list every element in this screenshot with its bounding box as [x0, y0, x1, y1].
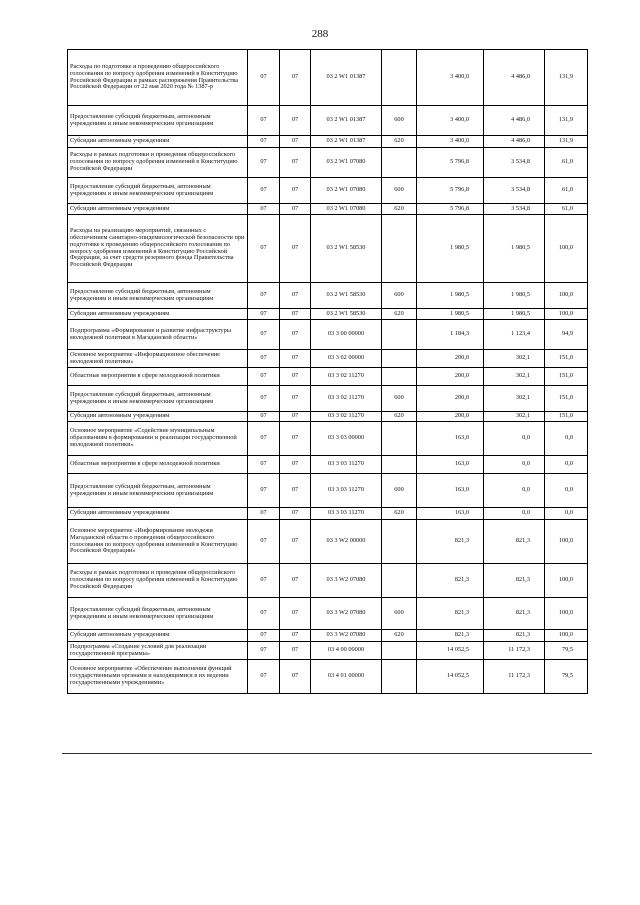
table-row — [68, 320, 588, 350]
actual-amount-cell: 1 980,5 — [484, 283, 545, 309]
subsection-code-cell: 07 — [280, 386, 311, 412]
execution-percent-cell: 131,9 — [545, 50, 588, 106]
table-row — [68, 178, 588, 204]
expense-type-cell — [382, 50, 417, 106]
expense-type-cell — [382, 564, 417, 598]
execution-percent-cell: 0,0 — [545, 508, 588, 520]
execution-percent-cell: 61,0 — [545, 204, 588, 215]
target-article-cell: 03 3 W2 07080 — [311, 564, 382, 598]
table-row — [68, 660, 588, 694]
expense-name-cell: Предоставление субсидий бюджетным, автономным учреждениям и иным некоммерческим организациям — [68, 178, 248, 204]
subsection-code-cell: 07 — [280, 309, 311, 320]
section-code-cell: 07 — [248, 204, 280, 215]
expense-name-cell: Подпрограмма «Создание условий для реализации государственной программы» — [68, 642, 248, 660]
planned-amount-cell: 200,0 — [417, 368, 484, 386]
actual-amount-cell: 302,1 — [484, 350, 545, 368]
expense-name-cell: Субсидии автономным учреждениям — [68, 136, 248, 148]
section-code-cell: 07 — [248, 386, 280, 412]
expense-name-cell: Областные мероприятия в сфере молодежной политики — [68, 456, 248, 474]
expense-type-cell: 620 — [382, 136, 417, 148]
execution-percent-cell: 61,0 — [545, 148, 588, 178]
planned-amount-cell: 163,0 — [417, 456, 484, 474]
target-article-cell: 03 2 W1 01387 — [311, 106, 382, 136]
actual-amount-cell: 0,0 — [484, 474, 545, 508]
subsection-code-cell: 07 — [280, 320, 311, 350]
target-article-cell: 03 2 W1 07080 — [311, 204, 382, 215]
subsection-code-cell: 07 — [280, 520, 311, 564]
table-row — [68, 598, 588, 630]
expense-name-cell: Субсидии автономным учреждениям — [68, 204, 248, 215]
target-article-cell: 03 3 02 11270 — [311, 368, 382, 386]
expense-name-cell: Основное мероприятие «Информирование молодежи Магаданской области о проведении общероссийского голосования по вопросу одобрения изменений в Конституцию Российской Федерации» — [68, 520, 248, 564]
table-row — [68, 386, 588, 412]
expense-name-cell: Расходы на реализацию мероприятий, связанных с обеспечением санитарно-эпидемиологической безопасности при подготовке к проведению общероссийского голосования по вопросу одобрения изменений в Конституцию Российской Федерации, за счет средств резервного фонда Правительства Российской Федерации — [68, 215, 248, 283]
execution-percent-cell: 79,5 — [545, 660, 588, 694]
subsection-code-cell: 07 — [280, 412, 311, 422]
expense-name-cell: Расходы в рамках подготовки и проведения общероссийского голосования по вопросу одобрения изменений в Конституцию Российской Федерации — [68, 564, 248, 598]
expense-name-cell: Субсидии автономным учреждениям — [68, 508, 248, 520]
expense-name-cell: Подпрограмма «Формирование и развитие инфраструктуры молодежной политики в Магаданской области» — [68, 320, 248, 350]
table-row — [68, 136, 588, 148]
table-row — [68, 148, 588, 178]
expense-type-cell: 620 — [382, 508, 417, 520]
expense-type-cell — [382, 660, 417, 694]
section-code-cell: 07 — [248, 474, 280, 508]
actual-amount-cell: 302,1 — [484, 386, 545, 412]
planned-amount-cell: 163,0 — [417, 474, 484, 508]
section-code-cell: 07 — [248, 50, 280, 106]
table-row — [68, 50, 588, 106]
section-code-cell: 07 — [248, 350, 280, 368]
table-row — [68, 422, 588, 456]
target-article-cell: 03 2 W1 07080 — [311, 148, 382, 178]
budget-table — [67, 49, 588, 694]
planned-amount-cell: 821,3 — [417, 564, 484, 598]
table-row — [68, 350, 588, 368]
planned-amount-cell: 821,3 — [417, 520, 484, 564]
table-row — [68, 368, 588, 386]
table-row — [68, 520, 588, 564]
subsection-code-cell: 07 — [280, 215, 311, 283]
actual-amount-cell: 11 172,3 — [484, 660, 545, 694]
execution-percent-cell: 0,0 — [545, 456, 588, 474]
planned-amount-cell: 1 980,5 — [417, 215, 484, 283]
execution-percent-cell: 151,0 — [545, 412, 588, 422]
target-article-cell: 03 3 02 11270 — [311, 412, 382, 422]
expense-type-cell: 600 — [382, 283, 417, 309]
actual-amount-cell: 302,1 — [484, 368, 545, 386]
section-code-cell: 07 — [248, 422, 280, 456]
subsection-code-cell: 07 — [280, 50, 311, 106]
actual-amount-cell: 821,3 — [484, 564, 545, 598]
planned-amount-cell: 1 980,5 — [417, 283, 484, 309]
expense-name-cell: Расходы по подготовке и проведению общероссийского голосования по вопросу одобрения изменений в Конституцию Российской Федерации в рамках распоряжения Правительства Российской Федерации от 22 мая 2020 года № 1387-р — [68, 50, 248, 106]
expense-type-cell — [382, 368, 417, 386]
planned-amount-cell: 5 796,8 — [417, 178, 484, 204]
planned-amount-cell: 3 400,0 — [417, 50, 484, 106]
subsection-code-cell: 07 — [280, 106, 311, 136]
actual-amount-cell: 4 486,0 — [484, 136, 545, 148]
section-code-cell: 07 — [248, 148, 280, 178]
section-code-cell: 07 — [248, 412, 280, 422]
actual-amount-cell: 11 172,3 — [484, 642, 545, 660]
target-article-cell: 03 3 03 11270 — [311, 508, 382, 520]
section-code-cell: 07 — [248, 178, 280, 204]
target-article-cell: 03 3 03 00000 — [311, 422, 382, 456]
subsection-code-cell: 07 — [280, 660, 311, 694]
target-article-cell: 03 2 W1 58530 — [311, 283, 382, 309]
planned-amount-cell: 821,3 — [417, 598, 484, 630]
execution-percent-cell: 0,0 — [545, 422, 588, 456]
table-row — [68, 106, 588, 136]
target-article-cell: 03 2 W1 58530 — [311, 215, 382, 283]
expense-name-cell: Основное мероприятие «Информационное обеспечение молодежной политики» — [68, 350, 248, 368]
target-article-cell: 03 2 W1 01387 — [311, 136, 382, 148]
target-article-cell: 03 3 03 11270 — [311, 474, 382, 508]
expense-type-cell: 600 — [382, 386, 417, 412]
section-code-cell: 07 — [248, 136, 280, 148]
actual-amount-cell: 4 486,0 — [484, 50, 545, 106]
actual-amount-cell: 4 486,0 — [484, 106, 545, 136]
planned-amount-cell: 14 052,5 — [417, 642, 484, 660]
expense-name-cell: Предоставление субсидий бюджетным, автономным учреждениям и иным некоммерческим организациям — [68, 106, 248, 136]
subsection-code-cell: 07 — [280, 474, 311, 508]
section-code-cell: 07 — [248, 106, 280, 136]
actual-amount-cell: 821,3 — [484, 630, 545, 642]
subsection-code-cell: 07 — [280, 283, 311, 309]
expense-name-cell: Предоставление субсидий бюджетным, автономным учреждениям и иным некоммерческим организациям — [68, 598, 248, 630]
target-article-cell: 03 3 03 11270 — [311, 456, 382, 474]
expense-name-cell: Основное мероприятие «Содействие муниципальным образованиям в формировании и реализации государственной молодежной политики» — [68, 422, 248, 456]
execution-percent-cell: 100,0 — [545, 564, 588, 598]
target-article-cell: 03 3 W2 07080 — [311, 598, 382, 630]
section-code-cell: 07 — [248, 660, 280, 694]
actual-amount-cell: 1 980,5 — [484, 215, 545, 283]
subsection-code-cell: 07 — [280, 630, 311, 642]
target-article-cell: 03 4 00 00000 — [311, 642, 382, 660]
subsection-code-cell: 07 — [280, 148, 311, 178]
execution-percent-cell: 100,0 — [545, 309, 588, 320]
section-code-cell: 07 — [248, 520, 280, 564]
section-code-cell: 07 — [248, 508, 280, 520]
subsection-code-cell: 07 — [280, 178, 311, 204]
expense-name-cell: Предоставление субсидий бюджетным, автономным учреждениям и иным некоммерческим организациям — [68, 283, 248, 309]
expense-type-cell: 620 — [382, 630, 417, 642]
table-row — [68, 474, 588, 508]
expense-type-cell: 620 — [382, 309, 417, 320]
table-row — [68, 508, 588, 520]
expense-name-cell: Основное мероприятие «Обеспечение выполнения функций государственными органами и находящимися в их ведении государственными учреждениями» — [68, 660, 248, 694]
subsection-code-cell: 07 — [280, 508, 311, 520]
actual-amount-cell: 821,3 — [484, 520, 545, 564]
execution-percent-cell: 61,0 — [545, 178, 588, 204]
subsection-code-cell: 07 — [280, 456, 311, 474]
planned-amount-cell: 200,0 — [417, 386, 484, 412]
execution-percent-cell: 131,9 — [545, 136, 588, 148]
section-code-cell: 07 — [248, 598, 280, 630]
planned-amount-cell: 163,0 — [417, 508, 484, 520]
table-row — [68, 456, 588, 474]
subsection-code-cell: 07 — [280, 204, 311, 215]
section-code-cell: 07 — [248, 320, 280, 350]
section-code-cell: 07 — [248, 215, 280, 283]
page-number: 288 — [311, 28, 329, 40]
planned-amount-cell: 3 400,0 — [417, 106, 484, 136]
expense-name-cell: Субсидии автономным учреждениям — [68, 309, 248, 320]
subsection-code-cell: 07 — [280, 642, 311, 660]
actual-amount-cell: 0,0 — [484, 422, 545, 456]
expense-type-cell — [382, 215, 417, 283]
expense-type-cell — [382, 520, 417, 564]
planned-amount-cell: 200,0 — [417, 412, 484, 422]
table-row — [68, 204, 588, 215]
expense-type-cell: 620 — [382, 412, 417, 422]
subsection-code-cell: 07 — [280, 368, 311, 386]
planned-amount-cell: 5 796,8 — [417, 204, 484, 215]
expense-type-cell: 600 — [382, 178, 417, 204]
section-code-cell: 07 — [248, 283, 280, 309]
expense-type-cell — [382, 148, 417, 178]
expense-name-cell: Предоставление субсидий бюджетным, автономным учреждениям и иным некоммерческим организациям — [68, 386, 248, 412]
table-row — [68, 309, 588, 320]
table-body — [68, 50, 588, 694]
execution-percent-cell: 79,5 — [545, 642, 588, 660]
expense-type-cell: 600 — [382, 474, 417, 508]
target-article-cell: 03 3 02 00000 — [311, 350, 382, 368]
actual-amount-cell: 3 534,8 — [484, 148, 545, 178]
subsection-code-cell: 07 — [280, 350, 311, 368]
target-article-cell: 03 2 W1 58530 — [311, 309, 382, 320]
actual-amount-cell: 0,0 — [484, 508, 545, 520]
actual-amount-cell: 1 123,4 — [484, 320, 545, 350]
planned-amount-cell: 14 052,5 — [417, 660, 484, 694]
section-code-cell: 07 — [248, 564, 280, 598]
target-article-cell: 03 3 W2 07080 — [311, 630, 382, 642]
actual-amount-cell: 3 534,8 — [484, 178, 545, 204]
target-article-cell: 03 2 W1 07080 — [311, 178, 382, 204]
target-article-cell: 03 3 00 00000 — [311, 320, 382, 350]
planned-amount-cell: 1 980,5 — [417, 309, 484, 320]
subsection-code-cell: 07 — [280, 136, 311, 148]
expense-name-cell: Предоставление субсидий бюджетным, автономным учреждениям и иным некоммерческим организациям — [68, 474, 248, 508]
execution-percent-cell: 100,0 — [545, 283, 588, 309]
expense-name-cell: Субсидии автономным учреждениям — [68, 412, 248, 422]
planned-amount-cell: 821,3 — [417, 630, 484, 642]
actual-amount-cell: 3 534,8 — [484, 204, 545, 215]
execution-percent-cell: 131,9 — [545, 106, 588, 136]
section-code-cell: 07 — [248, 456, 280, 474]
actual-amount-cell: 821,3 — [484, 598, 545, 630]
target-article-cell: 03 3 02 11270 — [311, 386, 382, 412]
actual-amount-cell: 1 980,5 — [484, 309, 545, 320]
bottom-rule — [62, 753, 592, 754]
execution-percent-cell: 151,0 — [545, 386, 588, 412]
section-code-cell: 07 — [248, 642, 280, 660]
table-row — [68, 412, 588, 422]
expense-type-cell — [382, 642, 417, 660]
section-code-cell: 07 — [248, 630, 280, 642]
execution-percent-cell: 94,9 — [545, 320, 588, 350]
subsection-code-cell: 07 — [280, 422, 311, 456]
planned-amount-cell: 5 796,8 — [417, 148, 484, 178]
execution-percent-cell: 151,0 — [545, 350, 588, 368]
expense-type-cell: 620 — [382, 204, 417, 215]
actual-amount-cell: 302,1 — [484, 412, 545, 422]
actual-amount-cell: 0,0 — [484, 456, 545, 474]
table-row — [68, 215, 588, 283]
table-row — [68, 564, 588, 598]
section-code-cell: 07 — [248, 309, 280, 320]
expense-name-cell: Расходы в рамках подготовки и проведения общероссийского голосования по вопросу одобрения изменений в Конституцию Российской Федерации — [68, 148, 248, 178]
expense-type-cell — [382, 456, 417, 474]
expense-name-cell: Областные мероприятия в сфере молодежной политики — [68, 368, 248, 386]
expense-type-cell — [382, 422, 417, 456]
execution-percent-cell: 100,0 — [545, 598, 588, 630]
expense-type-cell: 600 — [382, 598, 417, 630]
target-article-cell: 03 4 01 00000 — [311, 660, 382, 694]
table-row — [68, 283, 588, 309]
planned-amount-cell: 3 400,0 — [417, 136, 484, 148]
subsection-code-cell: 07 — [280, 598, 311, 630]
target-article-cell: 03 3 W2 00000 — [311, 520, 382, 564]
target-article-cell: 03 2 W1 01387 — [311, 50, 382, 106]
execution-percent-cell: 151,0 — [545, 368, 588, 386]
planned-amount-cell: 200,0 — [417, 350, 484, 368]
planned-amount-cell: 163,0 — [417, 422, 484, 456]
planned-amount-cell: 1 184,3 — [417, 320, 484, 350]
subsection-code-cell: 07 — [280, 564, 311, 598]
table-row — [68, 630, 588, 642]
expense-type-cell — [382, 350, 417, 368]
execution-percent-cell: 100,0 — [545, 215, 588, 283]
expense-type-cell: 600 — [382, 106, 417, 136]
execution-percent-cell: 0,0 — [545, 474, 588, 508]
section-code-cell: 07 — [248, 368, 280, 386]
table-row — [68, 642, 588, 660]
expense-type-cell — [382, 320, 417, 350]
expense-name-cell: Субсидии автономным учреждениям — [68, 630, 248, 642]
execution-percent-cell: 100,0 — [545, 630, 588, 642]
execution-percent-cell: 100,0 — [545, 520, 588, 564]
